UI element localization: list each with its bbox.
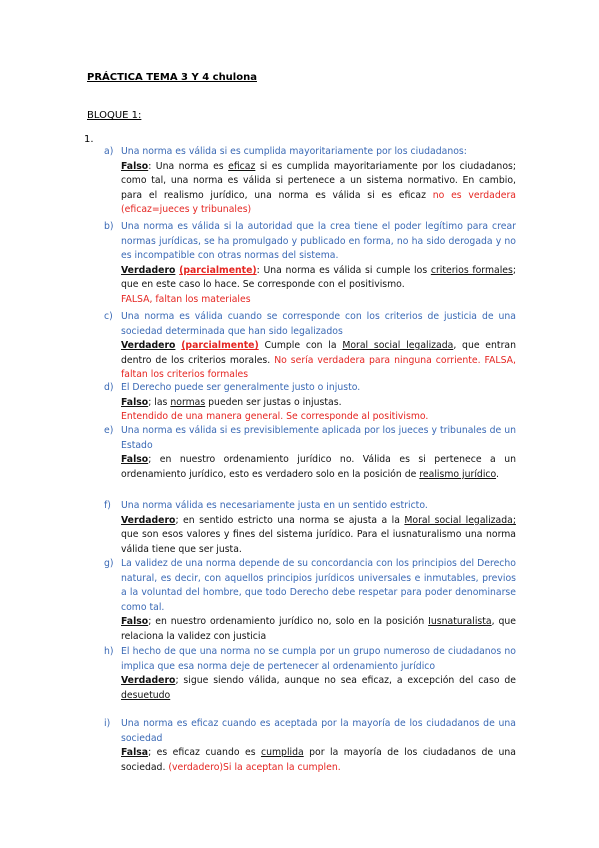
item-answer bbox=[121, 674, 516, 703]
verdict-qualifier: (parcialmente) bbox=[179, 264, 257, 276]
question-number: 1. bbox=[84, 134, 94, 145]
key-term: Iusnaturalista bbox=[428, 616, 492, 628]
answer-text: . bbox=[496, 468, 500, 480]
item-question: Una norma es válida si es cumplida mayoritariamente por los ciudadanos: bbox=[121, 146, 467, 157]
item-marker: e) bbox=[104, 425, 114, 436]
verdict-qualifier: (parcialmente) bbox=[181, 340, 259, 352]
correction-note: Entendido de una manera general. Se corresponde al positivismo. bbox=[121, 411, 429, 423]
key-term: Moral social legalizada; bbox=[404, 514, 516, 526]
list-item-b bbox=[104, 220, 516, 308]
verdict-label: Verdadero bbox=[121, 264, 176, 276]
answer-text: : Una norma es válida si cumple los bbox=[256, 264, 431, 276]
item-answer bbox=[121, 160, 516, 218]
item-question: Una norma es válida cuando se corresponde con los criterios de justicia de una sociedad determinada que han sido legalizados bbox=[121, 311, 516, 337]
verdict-label: Falso bbox=[121, 616, 149, 628]
item-question: Una norma es eficaz cuando es aceptada por la mayoría de los ciudadanos de una sociedad bbox=[121, 718, 516, 744]
item-marker: i) bbox=[104, 718, 111, 729]
answer-text: ; es eficaz cuando es bbox=[148, 747, 261, 759]
answer-text: ; que en este caso lo hace. Se corresponde con el positivismo. bbox=[121, 264, 516, 291]
answer-text: ; en nuestro ordenamiento jurídico no, solo en la posición bbox=[148, 616, 429, 628]
item-question: La validez de una norma depende de su concordancia con los principios del Derecho natural, es decir, con aquellos principios jurídicos universales e inmutables, previos a la voluntad del hombre, que todo Derecho debe respetar para poder denominarse como tal. bbox=[121, 558, 516, 613]
verdict-label: Falso bbox=[121, 454, 149, 466]
key-term: criterios formales bbox=[430, 264, 513, 276]
list-item-i bbox=[104, 717, 516, 775]
item-marker: a) bbox=[104, 146, 114, 157]
answer-text: : Una norma es bbox=[148, 160, 229, 172]
key-term: Moral social legalizada bbox=[342, 340, 454, 352]
correction-note: FALSA, faltan los materiales bbox=[121, 293, 251, 305]
verdict-label: Verdadero bbox=[121, 675, 176, 687]
key-term: normas bbox=[170, 396, 206, 408]
section-label: BLOQUE 1: bbox=[87, 110, 142, 121]
item-question: El Derecho puede ser generalmente justo o injusto. bbox=[121, 382, 361, 393]
correction-note: (verdadero)Si la aceptan la cumplen. bbox=[165, 761, 341, 773]
list-item-a bbox=[104, 145, 516, 218]
item-marker: f) bbox=[104, 500, 111, 511]
item-marker: c) bbox=[104, 311, 113, 322]
correction-note: No sería verdadera para ninguna corriente. FALSA, faltan los criterios formales bbox=[121, 354, 516, 381]
key-term: realismo jurídico bbox=[419, 468, 497, 480]
answer-text: ; las bbox=[148, 396, 171, 408]
item-question: Una norma válida es necesariamente justa en un sentido estricto. bbox=[121, 500, 428, 511]
answer-text: pueden ser justas o injustas. bbox=[205, 396, 342, 408]
item-answer bbox=[121, 264, 516, 293]
item-marker: b) bbox=[104, 221, 114, 232]
list-item-f bbox=[104, 499, 516, 557]
item-answer bbox=[121, 514, 516, 558]
key-term: eficaz bbox=[228, 160, 256, 172]
item-question: Una norma es válida si es previsiblemente aplicada por los jueces y tribunales de un Estado bbox=[121, 425, 516, 451]
answer-text: , que entran dentro de los criterios morales. bbox=[121, 340, 516, 366]
answer-text: si es cumplida mayoritariamente por los ciudadanos; como tal, una norma es válida si pertenece a un sistema normativo. En cambio, para el realismo jurídico, una norma es válida si es eficaz bbox=[121, 160, 516, 201]
item-marker: h) bbox=[104, 646, 114, 657]
list-item-e bbox=[104, 424, 516, 482]
answer-text: que son esos valores y fines del sistema jurídico. Para el iusnaturalismo una norma válida tiene que ser justa. bbox=[121, 529, 516, 555]
item-answer bbox=[121, 339, 516, 383]
list-item-c bbox=[104, 310, 516, 383]
correction-note: no es verdadera (eficaz=jueces y tribunales) bbox=[121, 189, 516, 216]
item-answer bbox=[121, 396, 516, 411]
list-item-g bbox=[104, 557, 516, 645]
item-marker: d) bbox=[104, 382, 114, 393]
answer-text: ; en sentido estricto una norma se ajusta a la bbox=[175, 514, 405, 526]
list-item-d bbox=[104, 381, 516, 425]
verdict-label: Verdadero bbox=[121, 340, 176, 352]
answer-text: , que relaciona la validez con justicia bbox=[121, 616, 516, 642]
list-item-h bbox=[104, 645, 516, 703]
key-term: desuetudo bbox=[121, 689, 171, 701]
item-answer bbox=[121, 453, 516, 482]
answer-text: por la mayoría de los ciudadanos de una sociedad. bbox=[121, 747, 516, 773]
key-term: cumplida bbox=[260, 747, 304, 759]
item-marker: g) bbox=[104, 558, 114, 569]
verdict-label: Falsa bbox=[121, 747, 149, 759]
answer-text: ; en nuestro ordenamiento jurídico no. Válida es si pertenece a un ordenamiento jurídico, esto es verdadero solo en la posición de bbox=[121, 454, 516, 480]
page-title: PRÁCTICA TEMA 3 Y 4 chulona bbox=[87, 72, 257, 83]
answer-text: ; sigue siendo válida, aunque no sea eficaz, a excepción del caso de bbox=[175, 675, 516, 687]
verdict-label: Falso bbox=[121, 396, 149, 408]
item-question: Una norma es válida si la autoridad que la crea tiene el poder legítimo para crear normas jurídicas, se ha promulgado y publicado en forma, no ha sido derogada y no es incompatible con otras normas del sistema. bbox=[121, 221, 516, 262]
verdict-label: Falso bbox=[121, 160, 149, 172]
answer-text: Cumple con la bbox=[258, 340, 343, 352]
item-question: El hecho de que una norma no se cumpla por un grupo numeroso de ciudadanos no implica que esa norma deje de pertenecer al ordenamiento jurídico bbox=[121, 646, 516, 672]
verdict-label: Verdadero bbox=[121, 514, 176, 526]
item-answer bbox=[121, 615, 516, 644]
item-answer bbox=[121, 746, 516, 775]
